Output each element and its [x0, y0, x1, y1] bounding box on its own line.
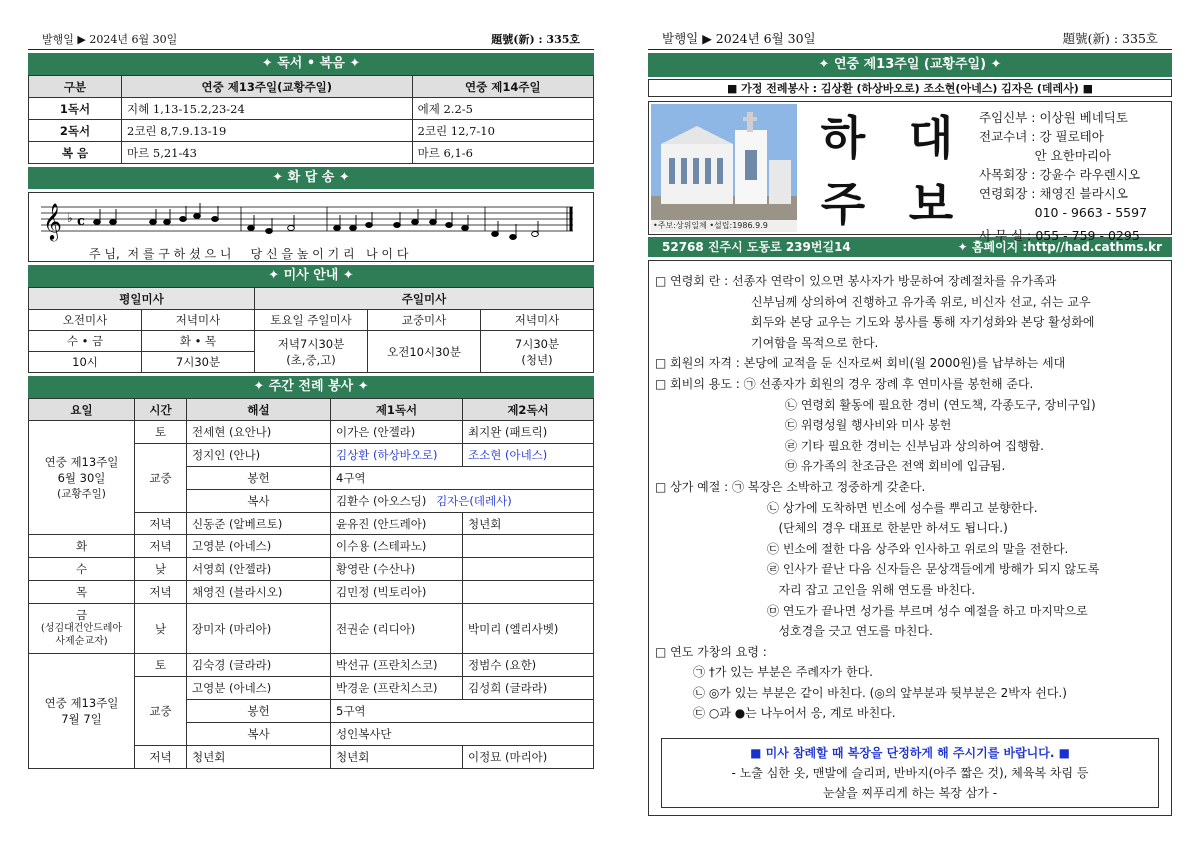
table-row [29, 142, 594, 164]
reader2-cell: 청년회 [463, 512, 594, 535]
day-line: 금 [75, 608, 88, 623]
notice-title: ■ 미사 참례할 때 복장을 단정하게 해 주시기를 바랍니다. ■ [750, 746, 1070, 761]
notice-line: ㉡ ◎가 있는 부분은 같이 바친다. (◎의 앞부분과 뒷부분은 2박자 쉰다.) [693, 685, 1067, 700]
reader2-cell [463, 581, 594, 604]
notice-line: □ 연도 가창의 요령 : [655, 644, 767, 659]
reader1-cell: 김상환 (하상바오로) [331, 443, 463, 466]
mass-cell-line: (초,중,고) [286, 352, 336, 367]
time-cell: 토 [135, 421, 187, 444]
commentator-cell: 정지인 (안나) [187, 443, 331, 466]
reading-cell: 지혜 1,13-15.2,23-24 [122, 98, 413, 120]
reading-cell: 마르 5,21-43 [122, 142, 413, 164]
bulletin-title: ✦ 연중 제13주일 (교황주일) ✦ [648, 53, 1172, 77]
readings-title: ✦ 독서 • 복음 ✦ [28, 53, 594, 75]
liturgy-header: 해설 [187, 399, 331, 421]
table-row [29, 581, 594, 604]
mass-sub-header: 저녁미사 [142, 310, 255, 331]
day-cell [29, 421, 135, 535]
staff-notation [29, 199, 593, 245]
address-bar [648, 237, 1172, 257]
server-cell [331, 489, 594, 512]
commentator-cell: 고영분 (아네스) [187, 535, 331, 558]
table-row [29, 535, 594, 558]
day-cell: 화 [29, 535, 135, 558]
day-line: 연중 제13주일 [44, 455, 119, 470]
notice-line: ㉠ †가 있는 부분은 주례자가 한다. [693, 665, 873, 680]
day-line: 연중 제13주일 [44, 695, 119, 710]
notice-line: 자리 잡고 고인을 위해 연도를 바친다. [767, 582, 976, 597]
reading-label: 2독서 [29, 120, 122, 142]
table-row [29, 654, 594, 677]
address: 52768 진주시 도동로 239번길14 [662, 240, 851, 254]
mass-cell: 7시30분 [142, 352, 255, 373]
readings-header: 연중 제14주일 [412, 76, 593, 98]
notice-line: ㉢ 빈소에 절한 다음 상주와 인사하고 위로의 말을 전한다. [767, 541, 1069, 556]
offertory-cell: 4구역 [331, 466, 594, 489]
family-liturgy-host: ■ 가정 전례봉사 : 김상환 (하상바오로) 조소현(아네스) 김자은 (데레사) ■ [648, 79, 1172, 97]
notice-line: ㉣ 인사가 끝난 다음 신자들은 문상객들에게 방해가 되지 않도록 [767, 562, 1100, 577]
reading-label: 1독서 [29, 98, 122, 120]
reading-cell: 2코린 12,7-10 [412, 120, 593, 142]
offertory-label: 봉헌 [187, 699, 331, 722]
day-line: 7월 7일 [61, 711, 102, 726]
time-cell: 저녁 [135, 581, 187, 604]
server-name: 김자은(데레사) [436, 493, 512, 508]
readings-header: 연중 제13주일(교황주일) [122, 76, 413, 98]
commentator-cell: 전세현 (요안나) [187, 421, 331, 444]
mass-cell: 화 • 목 [142, 331, 255, 352]
reader2-cell: 이정묘 (마리아) [463, 745, 594, 768]
day-line: 사제순교자) [55, 636, 108, 648]
notice-line: 눈살을 찌푸리게 하는 복장 삼가 - [822, 786, 998, 801]
church-photo [651, 104, 797, 232]
issue-date: 발행일 ▶ 2024년 6월 30일 [662, 31, 816, 46]
mass-cell: 수 • 금 [29, 331, 142, 352]
mass-sub-header: 오전미사 [29, 310, 142, 331]
table-row [29, 421, 594, 444]
reader2-cell [463, 535, 594, 558]
server-cell: 성인복사단 [331, 722, 594, 745]
reading-cell: 에제 2.2-5 [412, 98, 593, 120]
notice-line: ㉢ ○과 ●는 나누어서 응, 계로 바친다. [693, 706, 896, 721]
day-line: (성김대건안드레아 [40, 623, 123, 635]
commentator-cell: 서영희 (안젤라) [187, 558, 331, 581]
offertory-label: 봉헌 [187, 466, 331, 489]
main-mass-cell: 오전10시30분 [368, 331, 481, 373]
readings-table [28, 75, 594, 164]
offertory-cell: 5구역 [331, 699, 594, 722]
logo-char: 하 [820, 111, 866, 165]
issue-date: 발행일 ▶ 2024년 6월 30일 [42, 33, 178, 46]
issue-number: 題號(新) : 335호 [491, 33, 580, 46]
notice-line: ㉡ 상가에 도착하면 빈소에 성수를 뿌리고 분향한다. [767, 500, 1038, 515]
sunday-mass-header: 주일미사 [255, 288, 594, 310]
reader1-cell: 이수용 (스테파노) [331, 535, 463, 558]
notice-line: ㉣ 기타 필요한 경비는 신부님과 상의하여 집행함. [785, 438, 1044, 453]
liturgy-table [28, 398, 594, 769]
mass-title: ✦ 미사 안내 ✦ [28, 265, 594, 287]
liturgy-header: 요일 [29, 399, 135, 421]
logo-char: 주 [820, 177, 866, 231]
logo-char: 대 [908, 111, 954, 165]
time-cell: 저녁 [135, 512, 187, 535]
notice-line: 성호경을 긋고 연도를 마친다. [767, 624, 933, 639]
server-name: 김환수 (아오스딩) [336, 493, 427, 508]
table-row [29, 98, 594, 120]
day-cell [29, 654, 135, 768]
svg-text:♭: ♭ [67, 211, 73, 225]
commentator-cell: 장미자 (마리아) [187, 604, 331, 654]
readings-header: 구분 [29, 76, 122, 98]
table-row [29, 604, 594, 654]
reader1-cell: 박경운 (프란치스코) [331, 677, 463, 700]
evening-mass-cell [481, 331, 594, 373]
time-cell: 교중 [135, 443, 187, 512]
notice-paragraphs [655, 271, 1165, 724]
reader2-cell [463, 558, 594, 581]
reader1-cell: 김민정 (빅토리아) [331, 581, 463, 604]
mass-sub-header: 저녁미사 [481, 310, 594, 331]
reader2-cell: 최지완 (패트릭) [463, 421, 594, 444]
right-header [648, 30, 1172, 50]
notice-line: □ 상가 예절 : ㉠ 복장은 소박하고 정중하게 갖춘다. [655, 479, 926, 494]
mass-cell-line: 7시30분 [514, 336, 560, 351]
dress-code-notice [661, 738, 1159, 808]
time-cell: 저녁 [135, 745, 187, 768]
notice-line: ㉤ 유가족의 찬조금은 전액 회비에 입금됨. [785, 459, 1006, 474]
notice-line: 신부님께 상의하여 진행하고 유가족 위로, 비신자 선교, 쉬는 교우 [751, 294, 1091, 309]
info-line: 연령회장 : 채영진 블라시오 [979, 186, 1128, 201]
photo-caption: •주보:상위일체 •설립:1986.9.9 [653, 221, 768, 230]
notice-line: - 노출 심한 옷, 맨발에 슬리퍼, 반바지(아주 짧은 것), 체육복 차림 등 [731, 766, 1089, 781]
response-title: ✦ 화 답 송 ✦ [28, 167, 594, 189]
day-line: (교황주일) [57, 488, 106, 501]
notice-line: □ 연령회 란 : 선종자 연락이 있으면 봉사자가 방문하여 장례절차를 유가족과 [655, 274, 1057, 288]
parish-info [975, 102, 1171, 243]
treble-clef-icon: 𝄞 [43, 202, 62, 240]
server-label: 복사 [187, 722, 331, 745]
info-line: 주임신부 : 이상원 베네딕토 [979, 110, 1128, 125]
day-cell: 목 [29, 581, 135, 604]
day-cell [29, 604, 135, 654]
commentator-cell: 채영진 (블라시오) [187, 581, 331, 604]
notice-line: 회두와 본당 교우는 기도와 봉사를 통해 자기성화와 본당 활성화에 [751, 315, 1095, 330]
liturgy-header: 시간 [135, 399, 187, 421]
liturgy-title: ✦ 주간 전례 봉사 ✦ [28, 376, 594, 398]
info-line: 안 요한마리아 [979, 148, 1112, 163]
time-cell: 저녁 [135, 535, 187, 558]
info-line: 전교수녀 : 강 필로테아 [979, 129, 1104, 144]
table-row [29, 120, 594, 142]
commentator-cell: 고영분 (아네스) [187, 677, 331, 700]
notice-line: ㉤ 연도가 끝나면 성가를 부르며 성수 예절을 하고 마지막으로 [767, 603, 1088, 618]
music-staff [28, 192, 594, 262]
bulletin-logo [799, 102, 975, 234]
server-label: 복사 [187, 489, 331, 512]
commentator-cell: 김숙경 (글라라) [187, 654, 331, 677]
mass-cell-line: 저녁7시30분 [277, 336, 345, 351]
notice-line: 기여함을 목적으로 한다. [751, 335, 879, 350]
mass-cell-line: (청년) [521, 352, 553, 367]
reader1-cell: 윤유진 (안드레아) [331, 512, 463, 535]
reader2-cell: 박미리 (엘리사벳) [463, 604, 594, 654]
left-header [28, 30, 594, 50]
reading-label: 복 음 [29, 142, 122, 164]
info-line: 사 무 실 : 055 - 759 - 0295 [979, 228, 1140, 243]
commentator-cell: 청년회 [187, 745, 331, 768]
response-lyrics: 주 님, 저 를 구 하 셨 으 니 당 신 을 높 이 기 리 나 이 다 [89, 247, 409, 261]
reader1-cell: 박선규 (프란치스코) [331, 654, 463, 677]
info-line: 010 - 9663 - 5597 [979, 205, 1148, 220]
commentator-cell: 신동준 (알베르토) [187, 512, 331, 535]
reader1-cell: 황영란 (수산나) [331, 558, 463, 581]
masthead [648, 101, 1172, 243]
homepage-link[interactable]: ✦ 홈페이지 :http//had.cathms.kr [957, 240, 1162, 254]
funeral-society-notice [648, 260, 1172, 816]
notice-line: □ 회비의 용도 : ㉠ 선종자가 회원의 경우 장례 후 연미사를 봉헌해 준다. [655, 376, 1034, 391]
time-cell: 교중 [135, 677, 187, 746]
reader2-cell: 조소현 (아네스) [463, 443, 594, 466]
time-cell: 낮 [135, 604, 187, 654]
liturgy-header: 제2독서 [463, 399, 594, 421]
day-line: 6월 30일 [57, 471, 106, 486]
reader2-cell: 정범수 (요한) [463, 654, 594, 677]
issue-number: 題號(新) : 335호 [1062, 31, 1158, 46]
notice-line: (단체의 경우 대표로 한분만 하셔도 됩니다.) [767, 521, 1008, 536]
reader1-cell: 청년회 [331, 745, 463, 768]
table-row [29, 558, 594, 581]
notice-line: ㉡ 연령회 활동에 필요한 경비 (연도책, 각종도구, 장비구입) [785, 397, 1096, 412]
right-page [648, 0, 1172, 816]
reader1-cell: 전권순 (리디아) [331, 604, 463, 654]
logo-char: 보 [908, 177, 954, 231]
svg-text:c: c [77, 214, 85, 229]
reader2-cell: 김성희 (글라라) [463, 677, 594, 700]
weekday-mass-header: 평일미사 [29, 288, 255, 310]
left-page [28, 0, 594, 769]
mass-sub-header: 토요일 주일미사 [255, 310, 368, 331]
mass-table [28, 287, 594, 373]
day-cell: 수 [29, 558, 135, 581]
mass-cell: 10시 [29, 352, 142, 373]
church-building-icon [651, 104, 797, 232]
reading-cell: 마르 6,1-6 [412, 142, 593, 164]
notice-line: □ 회원의 자격 : 본당에 교적을 둔 신자로써 회비(월 2000원)를 납부하는 세대 [655, 356, 1066, 371]
saturday-mass-cell [255, 331, 368, 373]
reader1-cell: 이가은 (안젤라) [331, 421, 463, 444]
mass-sub-header: 교중미사 [368, 310, 481, 331]
time-cell: 토 [135, 654, 187, 677]
time-cell: 낮 [135, 558, 187, 581]
info-line: 사목회장 : 강윤수 라우렌시오 [979, 167, 1141, 182]
liturgy-header: 제1독서 [331, 399, 463, 421]
notice-line: ㉢ 위령성월 행사비와 미사 봉헌 [785, 418, 952, 433]
reading-cell: 2코린 8,7.9.13-19 [122, 120, 413, 142]
